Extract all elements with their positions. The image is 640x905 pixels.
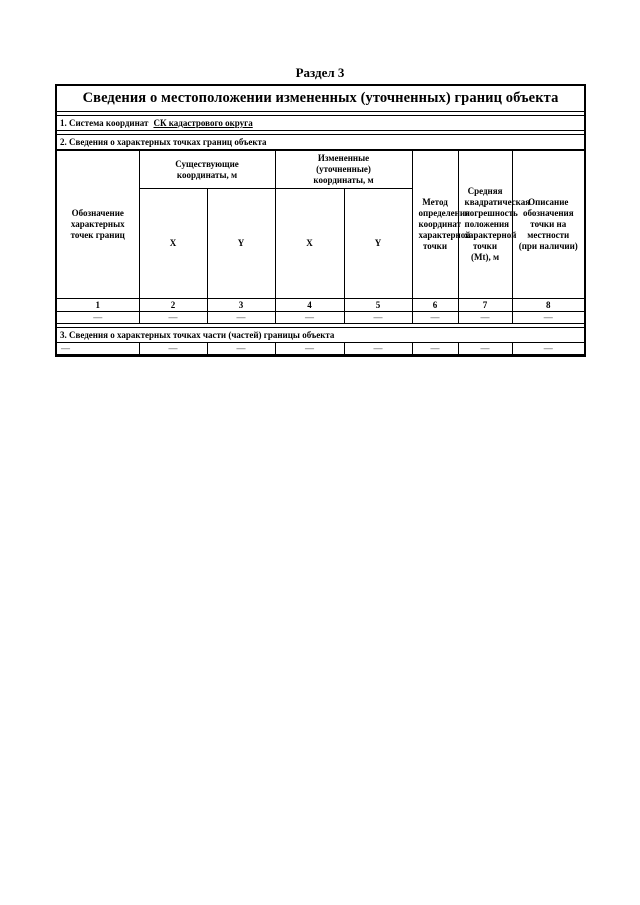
table-cell: — bbox=[412, 343, 458, 355]
header-error: Средняя квадратическая погрешность положения характерной точки (Mt), м bbox=[458, 151, 512, 299]
column-number: 5 bbox=[344, 299, 412, 312]
header-existing-coords: Существующие координаты, м bbox=[139, 151, 275, 189]
column-number: 2 bbox=[139, 299, 207, 312]
coord-system-row bbox=[57, 116, 584, 131]
table-row bbox=[57, 312, 584, 324]
table-cell: — bbox=[412, 312, 458, 324]
table-cell: — bbox=[344, 312, 412, 324]
column-number: 1 bbox=[57, 299, 139, 312]
table-cell: — bbox=[139, 312, 207, 324]
coord-system-label: 1. Система координат bbox=[60, 118, 149, 128]
main-title: Сведения о местоположении измененных (уточненных) границ объекта bbox=[57, 86, 584, 112]
table-cell: — bbox=[458, 312, 512, 324]
points-table bbox=[57, 150, 584, 324]
header-y-changed: Y bbox=[344, 189, 412, 299]
part-points-caption: 3. Сведения о характерных точках части (частей) границы объекта bbox=[57, 328, 584, 343]
column-number: 4 bbox=[275, 299, 344, 312]
header-designation: Обозначение характерных точек границ bbox=[57, 151, 139, 299]
table-cell: — bbox=[344, 343, 412, 355]
column-number: 8 bbox=[512, 299, 584, 312]
table-cell: — bbox=[139, 343, 207, 355]
points-table-caption: 2. Сведения о характерных точках границ объекта bbox=[57, 135, 584, 150]
column-number: 7 bbox=[458, 299, 512, 312]
header-x-changed: X bbox=[275, 189, 344, 299]
table-cell: — bbox=[57, 343, 139, 355]
table-cell: — bbox=[458, 343, 512, 355]
header-changed-coords: Измененные (уточненные) координаты, м bbox=[275, 151, 412, 189]
column-number: 3 bbox=[207, 299, 275, 312]
part-points-table bbox=[57, 343, 584, 355]
section-title: Раздел 3 bbox=[295, 65, 345, 80]
header-y-existing: Y bbox=[207, 189, 275, 299]
column-numbers-row bbox=[57, 299, 584, 312]
table-cell: — bbox=[512, 343, 584, 355]
table-cell: — bbox=[207, 312, 275, 324]
coord-system-value: СК кадастрового округа bbox=[153, 118, 253, 128]
table-cell: — bbox=[207, 343, 275, 355]
table-cell: — bbox=[512, 312, 584, 324]
table-cell: — bbox=[57, 312, 139, 324]
header-x-existing: X bbox=[139, 189, 207, 299]
table-cell: — bbox=[275, 343, 344, 355]
column-number: 6 bbox=[412, 299, 458, 312]
table-cell: — bbox=[275, 312, 344, 324]
header-method: Метод определения координат характерной точки bbox=[412, 151, 458, 299]
table-row bbox=[57, 343, 584, 355]
header-description: Описание обозначения точки на местности (при наличии) bbox=[512, 151, 584, 299]
section-frame bbox=[55, 84, 586, 357]
